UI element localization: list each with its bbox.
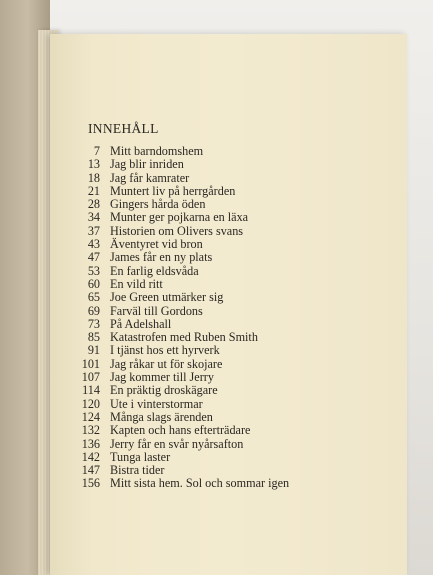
toc-entry xyxy=(78,438,378,451)
toc-entry xyxy=(78,225,378,238)
toc-chapter-title: Många slags ärenden xyxy=(110,409,213,424)
toc-entry xyxy=(78,251,378,264)
toc-chapter-title: En vild ritt xyxy=(110,276,163,291)
toc-page-number: 156 xyxy=(81,476,100,491)
toc-entry xyxy=(78,344,378,357)
toc-entry xyxy=(78,371,378,384)
toc-entry xyxy=(78,358,378,371)
toc-page-number: 142 xyxy=(81,449,100,464)
toc-page-number: 132 xyxy=(81,423,100,438)
table-of-contents xyxy=(78,145,378,491)
toc-chapter-title: Gingers hårda öden xyxy=(110,197,206,212)
toc-chapter-title: Mitt sista hem. Sol och sommar igen xyxy=(110,476,290,491)
toc-page-number: 85 xyxy=(87,330,100,345)
toc-entry xyxy=(78,318,378,331)
toc-page-number: 107 xyxy=(81,370,100,385)
toc-entry xyxy=(78,384,378,397)
toc-chapter-title: Äventyret vid bron xyxy=(110,237,203,252)
toc-page-number: 47 xyxy=(87,250,100,265)
toc-chapter-title: Jerry får en svår nyårsafton xyxy=(110,436,244,451)
toc-chapter-title: Bistra tider xyxy=(110,463,165,478)
toc-page-number: 43 xyxy=(87,237,100,252)
toc-chapter-title: Mitt barndomshem xyxy=(110,144,204,158)
toc-entry xyxy=(78,198,378,211)
toc-page-number: 65 xyxy=(87,290,100,305)
toc-page-number: 136 xyxy=(81,436,100,451)
toc-entry xyxy=(78,172,378,185)
toc-chapter-title: En farlig eldsvåda xyxy=(110,263,199,278)
toc-entry xyxy=(78,331,378,344)
toc-page-number: 34 xyxy=(87,210,100,225)
toc-heading: INNEHÅLL xyxy=(88,121,159,136)
toc-entry xyxy=(78,424,378,437)
toc-chapter-title: Katastrofen med Ruben Smith xyxy=(110,330,258,345)
toc-entry xyxy=(78,158,378,171)
toc-entry xyxy=(78,238,378,251)
toc-chapter-title: En präktig droskägare xyxy=(110,383,218,398)
toc-page-number: 21 xyxy=(87,183,100,198)
toc-chapter-title: På Adelshall xyxy=(110,316,172,331)
toc-page-number: 124 xyxy=(81,409,100,424)
toc-chapter-title: Jag kommer till Jerry xyxy=(110,370,214,385)
toc-chapter-title: Jag får kamrater xyxy=(110,170,190,185)
toc-entry xyxy=(78,211,378,224)
toc-entry xyxy=(78,145,378,158)
toc-page-number: 91 xyxy=(87,343,100,358)
toc-chapter-title: Jag blir inriden xyxy=(110,157,184,172)
toc-chapter-title: I tjänst hos ett hyrverk xyxy=(110,343,220,358)
toc-page-number: 28 xyxy=(87,197,100,212)
toc-entry xyxy=(78,185,378,198)
toc-page-number: 114 xyxy=(82,383,100,398)
toc-chapter-title: Jag råkar ut för skojare xyxy=(110,356,223,371)
toc-entry xyxy=(78,291,378,304)
toc-page-number: 53 xyxy=(87,263,100,278)
toc-entry xyxy=(78,398,378,411)
toc-chapter-title: Kapten och hans efterträdare xyxy=(110,423,251,438)
toc-chapter-title: Muntert liv på herrgården xyxy=(110,183,236,198)
toc-entry xyxy=(78,451,378,464)
toc-entry xyxy=(78,477,378,490)
toc-entry xyxy=(78,464,378,477)
toc-page-number: 60 xyxy=(87,276,100,291)
toc-page-number: 7 xyxy=(93,144,100,158)
toc-chapter-title: Joe Green utmärker sig xyxy=(110,290,224,305)
toc-page-number: 120 xyxy=(81,396,100,411)
toc-page-number: 147 xyxy=(81,463,100,478)
toc-entry xyxy=(78,265,378,278)
toc-chapter-title: James får en ny plats xyxy=(110,250,213,265)
toc-page-number: 69 xyxy=(87,303,100,318)
toc-chapter-title: Munter ger pojkarna en läxa xyxy=(110,210,249,225)
toc-page-number: 101 xyxy=(81,356,100,371)
toc-entry xyxy=(78,411,378,424)
toc-chapter-title: Farväl till Gordons xyxy=(110,303,203,318)
toc-chapter-title: Tunga laster xyxy=(110,449,171,464)
toc-chapter-title: Ute i vinterstormar xyxy=(110,396,203,411)
toc-page-number: 37 xyxy=(87,223,100,238)
toc-page-number: 13 xyxy=(87,157,100,172)
toc-chapter-title: Historien om Olivers svans xyxy=(110,223,244,238)
toc-entry xyxy=(78,305,378,318)
toc-page-number: 18 xyxy=(87,170,100,185)
toc-page-number: 73 xyxy=(87,316,100,331)
toc-entry xyxy=(78,278,378,291)
